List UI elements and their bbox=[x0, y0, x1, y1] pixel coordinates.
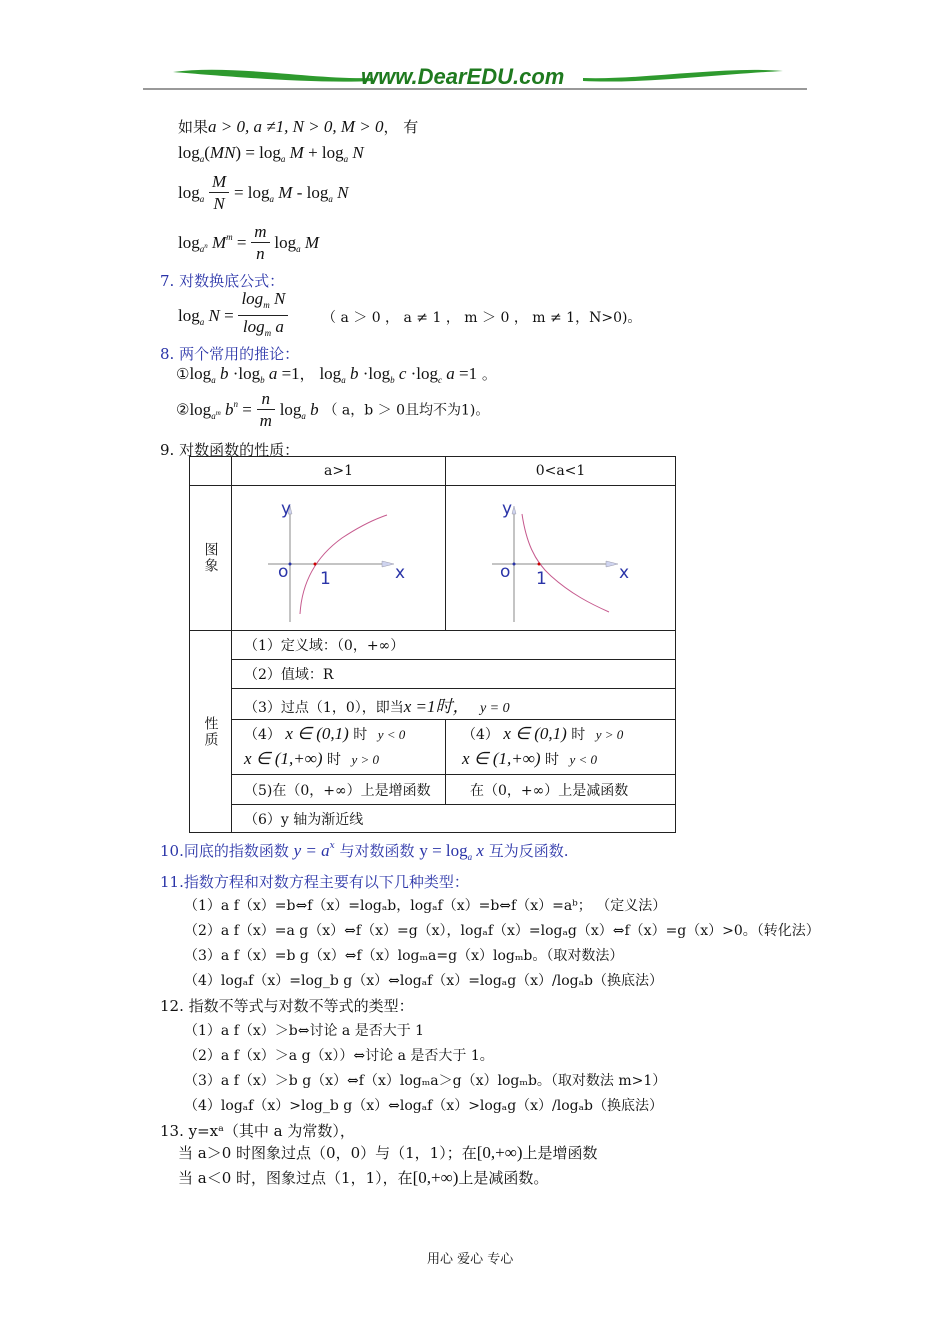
prop3-y: y = 0 bbox=[479, 700, 510, 716]
s11-item-4: （4）logₐf（x）=log_b g（x）⇔logₐf（x）=logₐg（x）/logₐb（换底法） bbox=[184, 973, 664, 989]
condition-line bbox=[178, 116, 418, 137]
s13-l2-end: 上是减函数。 bbox=[458, 1169, 549, 1187]
log-function-properties-table bbox=[189, 456, 676, 833]
col-header-a-gt-1: a>1 bbox=[232, 457, 446, 486]
col-header-a-lt-1: 0<a<1 bbox=[446, 457, 676, 486]
prop-monotonic-decreasing: 在（0，+∞）上是减函数 bbox=[446, 775, 676, 805]
rule-power: $\log_{a^n} M^m$ = $\frac{m}{n}$ $\log_a M$ bbox=[178, 222, 319, 263]
condition-math: a > 0, a ≠1, N > 0, M > 0 bbox=[208, 117, 384, 136]
corner-cell bbox=[190, 457, 232, 486]
s10-text3: 互为反函数. bbox=[488, 842, 569, 860]
rule-quotient: $\log_a$ $\frac{M}{N}$ = $\log_a M - \log_a N$ bbox=[178, 172, 349, 213]
change-of-base-formula: $\log_a N$ = $\frac{\log_m N}{\log_m a}$ bbox=[178, 289, 288, 344]
graph2-x-label: x bbox=[619, 563, 630, 583]
p4l-when1: 时 bbox=[353, 727, 368, 743]
section-11-title: 11.指数方程和对数方程主要有以下几种类型： bbox=[160, 873, 469, 891]
section-12-title: 12. 指数不等式与对数不等式的类型： bbox=[160, 997, 414, 1015]
row-label-properties: 性质 bbox=[190, 631, 232, 833]
s13-line-2 bbox=[178, 1167, 548, 1188]
s12-item-4: （4）logₐf（x）>log_b g（x）⇔logₐf（x）>logₐg（x）/logₐb（换底法） bbox=[184, 1098, 664, 1114]
graph-decreasing bbox=[446, 486, 676, 631]
s11-item-2: （2）a f（x）=a g（x）⇔f（x）=g（x），logₐf（x）=logₐg（x）⇔f（x）=g（x）>0。（转化法） bbox=[184, 923, 820, 939]
header-banner bbox=[143, 62, 807, 92]
s12-item-1: （1）a f（x）＞b⇔讨论 a 是否大于 1 bbox=[184, 1023, 425, 1039]
s10-log-func: y = log bbox=[419, 841, 468, 860]
s11-item-1: （1）a f（x）=b⇔f（x）=logₐb，logₐf（x）=b⇔f（x）=aᵇ； （定义法） bbox=[184, 898, 667, 914]
graph1-origin-label: o bbox=[278, 562, 289, 582]
prop-asymptote: （6）y 轴为渐近线 bbox=[232, 805, 676, 833]
prop-sign-increasing bbox=[232, 720, 446, 775]
prop3-x: x =1时， bbox=[403, 696, 470, 716]
prop-monotonic-increasing: （5)在（0，+∞）上是增函数 bbox=[232, 775, 446, 805]
p4l-interval1: x ∈ (0,1) bbox=[285, 724, 349, 743]
prop3-text: （3）过点（1，0），即当 bbox=[244, 699, 404, 716]
p4r-interval1: x ∈ (0,1) bbox=[503, 724, 567, 743]
s13-l1-interval: [0,+∞) bbox=[476, 1143, 523, 1162]
s12-item-2: （2）a f（x）＞a g（x））⇔讨论 a 是否大于 1。 bbox=[184, 1048, 494, 1064]
p4r-y1: y > 0 bbox=[595, 727, 624, 742]
prop-domain: （1）定义域：（0，+∞） bbox=[232, 631, 676, 660]
p4r-interval2: x ∈ (1,+∞) bbox=[462, 749, 541, 768]
p4r-when1: 时 bbox=[571, 727, 586, 743]
change-of-base-condition: （ a ＞ 0 ， a ≠ 1 ， m ＞ 0 ， m ≠ 1，N>0)。 bbox=[322, 310, 642, 326]
row-label-graph: 图象 bbox=[190, 486, 232, 631]
p4l-when2: 时 bbox=[326, 752, 341, 768]
section-13-title: 13. y=xᵃ（其中 a 为常数）， bbox=[160, 1122, 355, 1140]
rule-product: $\log_a(MN) = \log_a M + \log_a N$ bbox=[178, 143, 364, 164]
graph2-one-label: 1 bbox=[536, 569, 547, 589]
footer-text: 用心 爱心 专心 bbox=[427, 1252, 514, 1267]
s10-text2: 与对数函数 bbox=[339, 842, 415, 860]
p4r-num: （4） bbox=[462, 727, 499, 743]
corollary-1: $①\log_a$ $b \cdot\log_b$ a =1， $\log_a b \cdot\log_b$ $c \cdot\log_c$ a =1 。 bbox=[176, 364, 497, 385]
section-7-title: 7. 对数换底公式： bbox=[160, 272, 285, 290]
prop-sign-decreasing bbox=[446, 720, 676, 775]
graph1-one-label: 1 bbox=[320, 569, 331, 589]
s10-text1: 10.同底的指数函数 bbox=[160, 842, 289, 860]
s13-l1-text: 当 a＞0 时图象过点（0，0）与（1，1）；在 bbox=[178, 1144, 477, 1162]
p4l-y2: y > 0 bbox=[351, 752, 379, 767]
graph2-origin-label: o bbox=[500, 562, 511, 582]
prop-fixed-point bbox=[232, 689, 676, 720]
condition-suffix: ， 有 bbox=[383, 118, 419, 136]
condition-prefix: 如果 bbox=[178, 118, 209, 136]
site-logo-text: www.DearEDU.com bbox=[361, 64, 565, 89]
s13-line-1 bbox=[178, 1142, 598, 1163]
s11-item-3: （3）a f（x）=b g（x）⇔f（x）logₘa=g（x）logₘb。（取对数法） bbox=[184, 948, 624, 964]
s13-l2-interval: [0,+∞) bbox=[412, 1168, 459, 1187]
s13-l1-end: 上是增函数 bbox=[522, 1144, 598, 1162]
p4l-interval2: x ∈ (1,+∞) bbox=[244, 749, 323, 768]
s10-log-var: x bbox=[476, 841, 484, 860]
graph1-y-label: y bbox=[281, 499, 292, 519]
graph-decreasing-svg bbox=[446, 486, 675, 630]
p4l-num: （4） bbox=[244, 727, 281, 743]
graph-increasing bbox=[232, 486, 446, 631]
p4l-y1: y < 0 bbox=[377, 727, 406, 742]
p4r-y2: y < 0 bbox=[569, 752, 597, 767]
s13-l2-text: 当 a＜0 时，图象过点（1，1），在 bbox=[178, 1169, 413, 1187]
s10-exp-func: y = a bbox=[293, 841, 330, 860]
graph1-x-label: x bbox=[395, 563, 406, 583]
section-9-title: 9. 对数函数的性质： bbox=[160, 441, 300, 459]
section-8-title: 8. 两个常用的推论： bbox=[160, 345, 300, 363]
corollary-2: $②\log_{a^m}$ $b^n$ = $\frac{n}{m}$ $\log_a b$ （ a，b ＞ 0且均不为1)。 bbox=[176, 389, 490, 430]
p4r-when2: 时 bbox=[544, 752, 559, 768]
prop-range: （2）值域：R bbox=[232, 660, 676, 689]
graph2-y-label: y bbox=[502, 499, 513, 519]
graph-increasing-svg bbox=[232, 486, 445, 630]
corollary-2-condition: （ a，b ＞ 0且均不为1)。 bbox=[323, 402, 490, 419]
s12-item-3: （3）a f（x）＞b g（x）⇔f（x）logₘa＞g（x）logₘb。（取对数法 m>1） bbox=[184, 1073, 667, 1089]
section-10: 10.同底的指数函数 $y = a^x$ 与对数函数 $y = \log_a x$ 互为反函数. bbox=[160, 841, 569, 862]
